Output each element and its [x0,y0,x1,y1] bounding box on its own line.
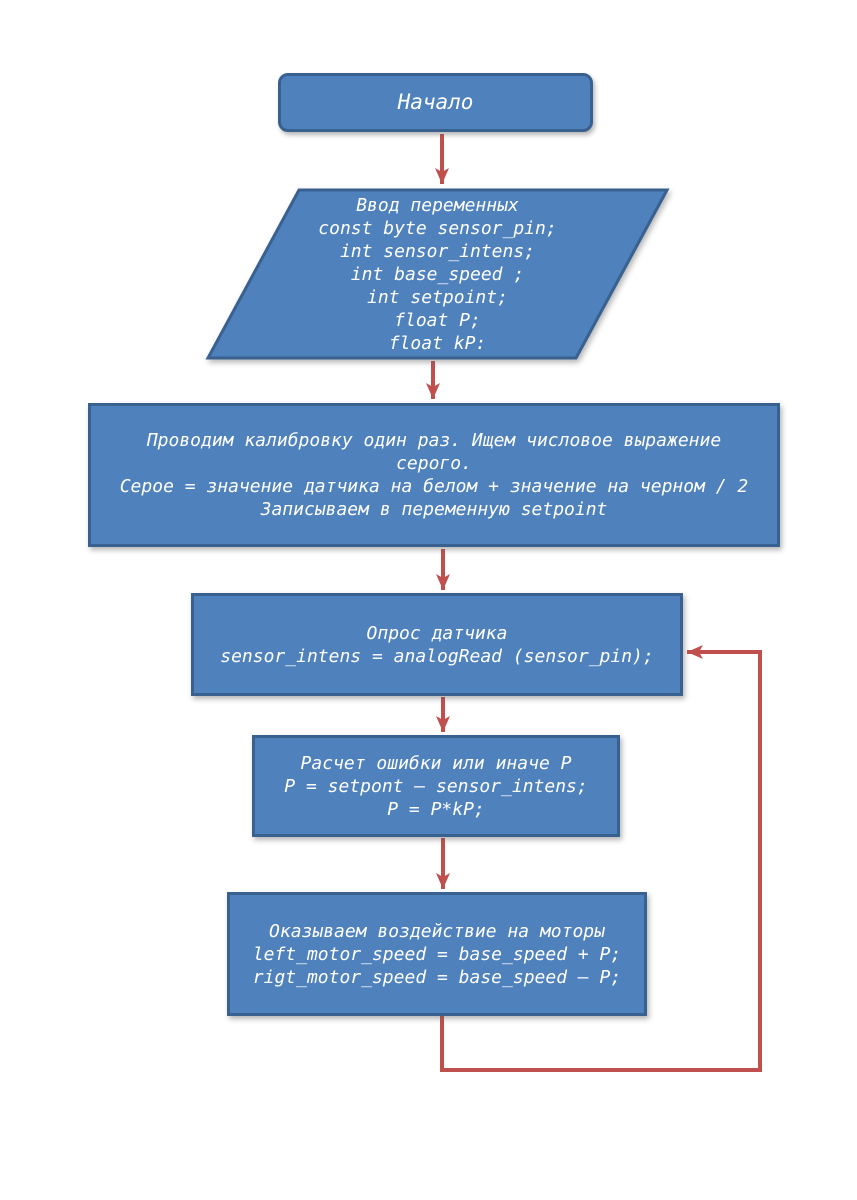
node-text-line: серого. [396,453,472,474]
node-text-line: Ввод переменных [356,194,519,216]
node-calibration [88,403,780,547]
node-text-line: float P; [394,309,481,331]
node-text-line: Проводим калибровку один раз. Ищем числовое выражение [146,430,722,451]
node-text-line: Расчет ошибки или иначе P [300,752,572,774]
node-text-line: float kP: [388,332,487,354]
node-text-line: int setpoint; [367,286,508,308]
node-text-line: left_motor_speed = base_speed + P; [252,943,622,965]
node-text-line: const byte sensor_pin; [318,217,557,239]
node-text-line: Оказываем воздействие на моторы [269,920,605,942]
node-error-calc [252,735,620,837]
node-input-variables [205,188,670,360]
node-start-label: Начало [397,90,474,114]
node-text-line: int sensor_intens; [339,240,536,262]
node-text-line: P = setpont – sensor_intens; [284,775,588,797]
node-text-line: Записываем в переменную setpoint [260,499,608,520]
node-text-line: Опрос датчика [366,622,508,644]
node-text-line: int base_speed ; [350,263,525,285]
node-text-line: P = P*kP; [387,798,485,820]
node-start [278,73,593,132]
node-text-line: Серое = значение датчика на белом + значение на черном / 2 [119,476,749,497]
node-motor-output [227,892,647,1016]
node-sensor-poll [191,593,683,696]
node-text-line: sensor_intens = analogRead (sensor_pin); [220,645,654,667]
node-text-line: rigt_motor_speed = base_speed – P; [252,966,622,988]
